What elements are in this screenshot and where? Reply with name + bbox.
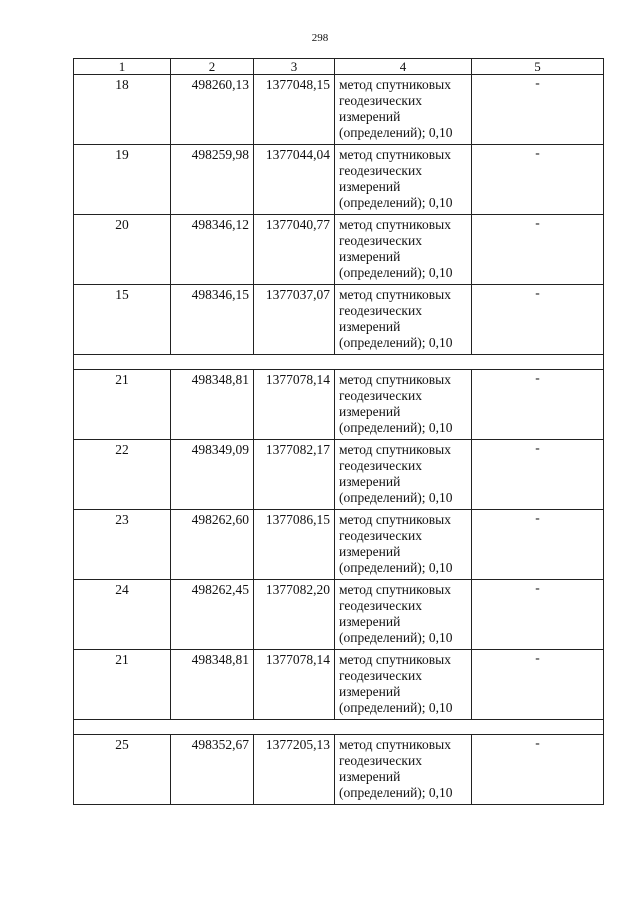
method-line: измерений <box>339 769 401 784</box>
method-line: (определений); 0,10 <box>339 420 453 435</box>
point-number: 23 <box>74 510 171 580</box>
method-line: (определений); 0,10 <box>339 560 453 575</box>
table-row <box>74 580 604 650</box>
method-line: (определений); 0,10 <box>339 125 453 140</box>
column-header-1: 1 <box>74 59 171 75</box>
coordinate-y: 1377048,15 <box>254 75 335 145</box>
method-line: измерений <box>339 179 401 194</box>
coordinate-x: 498352,67 <box>171 735 254 805</box>
point-number: 19 <box>74 145 171 215</box>
method-line: измерений <box>339 109 401 124</box>
method-cell <box>335 215 472 285</box>
method-line: измерений <box>339 474 401 489</box>
method-line: измерений <box>339 404 401 419</box>
method-line: геодезических <box>339 303 422 318</box>
coordinate-y: 1377044,04 <box>254 145 335 215</box>
method-line: метод спутниковых <box>339 442 451 457</box>
method-line: (определений); 0,10 <box>339 700 453 715</box>
section-separator-cell <box>74 720 604 735</box>
coordinate-x: 498262,60 <box>171 510 254 580</box>
page-number: 298 <box>311 32 329 44</box>
coordinate-x: 498349,09 <box>171 440 254 510</box>
method-line: метод спутниковых <box>339 77 451 92</box>
method-line: (определений); 0,10 <box>339 265 453 280</box>
note-cell: - <box>472 440 604 510</box>
method-line: (определений); 0,10 <box>339 490 453 505</box>
note-cell: - <box>472 735 604 805</box>
note-cell: - <box>472 215 604 285</box>
method-line: (определений); 0,10 <box>339 195 453 210</box>
method-line: геодезических <box>339 528 422 543</box>
method-line: геодезических <box>339 233 422 248</box>
point-number: 18 <box>74 75 171 145</box>
method-line: метод спутниковых <box>339 287 451 302</box>
method-cell <box>335 440 472 510</box>
method-line: геодезических <box>339 668 422 683</box>
method-cell <box>335 510 472 580</box>
section-separator-row <box>74 720 604 735</box>
point-number: 24 <box>74 580 171 650</box>
note-cell: - <box>472 370 604 440</box>
column-header-4: 4 <box>335 59 472 75</box>
method-line: измерений <box>339 249 401 264</box>
method-line: геодезических <box>339 598 422 613</box>
method-line: геодезических <box>339 753 422 768</box>
point-number: 25 <box>74 735 171 805</box>
coordinates-table-body <box>74 59 604 805</box>
method-line: метод спутниковых <box>339 512 451 527</box>
point-number: 22 <box>74 440 171 510</box>
method-line: метод спутниковых <box>339 217 451 232</box>
method-cell <box>335 75 472 145</box>
note-cell: - <box>472 75 604 145</box>
method-line: метод спутниковых <box>339 147 451 162</box>
section-separator-row <box>74 355 604 370</box>
table-row <box>74 370 604 440</box>
note-cell: - <box>472 650 604 720</box>
point-number: 21 <box>74 370 171 440</box>
table-row <box>74 735 604 805</box>
point-number: 21 <box>74 650 171 720</box>
coordinate-x: 498262,45 <box>171 580 254 650</box>
section-separator-cell <box>74 355 604 370</box>
method-cell <box>335 580 472 650</box>
method-line: геодезических <box>339 93 422 108</box>
table-row <box>74 215 604 285</box>
coordinate-x: 498348,81 <box>171 650 254 720</box>
column-header-3: 3 <box>254 59 335 75</box>
method-cell <box>335 650 472 720</box>
table-row <box>74 75 604 145</box>
method-line: (определений); 0,10 <box>339 335 453 350</box>
coordinate-x: 498259,98 <box>171 145 254 215</box>
method-line: метод спутниковых <box>339 652 451 667</box>
table-row <box>74 440 604 510</box>
method-line: геодезических <box>339 388 422 403</box>
coordinate-x: 498346,15 <box>171 285 254 355</box>
method-line: метод спутниковых <box>339 372 451 387</box>
coordinate-y: 1377086,15 <box>254 510 335 580</box>
table-row <box>74 650 604 720</box>
coordinate-y: 1377082,17 <box>254 440 335 510</box>
coordinate-x: 498346,12 <box>171 215 254 285</box>
method-cell <box>335 285 472 355</box>
method-line: измерений <box>339 614 401 629</box>
coordinate-x: 498348,81 <box>171 370 254 440</box>
method-line: измерений <box>339 684 401 699</box>
method-line: (определений); 0,10 <box>339 785 453 800</box>
method-cell <box>335 370 472 440</box>
coordinate-y: 1377078,14 <box>254 370 335 440</box>
coordinate-x: 498260,13 <box>171 75 254 145</box>
note-cell: - <box>472 145 604 215</box>
method-line: (определений); 0,10 <box>339 630 453 645</box>
method-line: геодезических <box>339 163 422 178</box>
method-cell <box>335 735 472 805</box>
note-cell: - <box>472 510 604 580</box>
table-row <box>74 510 604 580</box>
coordinate-y: 1377037,07 <box>254 285 335 355</box>
note-cell: - <box>472 580 604 650</box>
method-line: геодезических <box>339 458 422 473</box>
method-line: метод спутниковых <box>339 737 451 752</box>
point-number: 15 <box>74 285 171 355</box>
coordinate-y: 1377205,13 <box>254 735 335 805</box>
coordinate-y: 1377040,77 <box>254 215 335 285</box>
coordinates-table <box>73 58 604 805</box>
method-cell <box>335 145 472 215</box>
method-line: измерений <box>339 544 401 559</box>
method-line: метод спутниковых <box>339 582 451 597</box>
coordinate-y: 1377078,14 <box>254 650 335 720</box>
column-header-2: 2 <box>171 59 254 75</box>
note-cell: - <box>472 285 604 355</box>
header-row <box>74 59 604 75</box>
column-header-5: 5 <box>472 59 604 75</box>
table-row <box>74 285 604 355</box>
method-line: измерений <box>339 319 401 334</box>
point-number: 20 <box>74 215 171 285</box>
table-row <box>74 145 604 215</box>
coordinate-y: 1377082,20 <box>254 580 335 650</box>
